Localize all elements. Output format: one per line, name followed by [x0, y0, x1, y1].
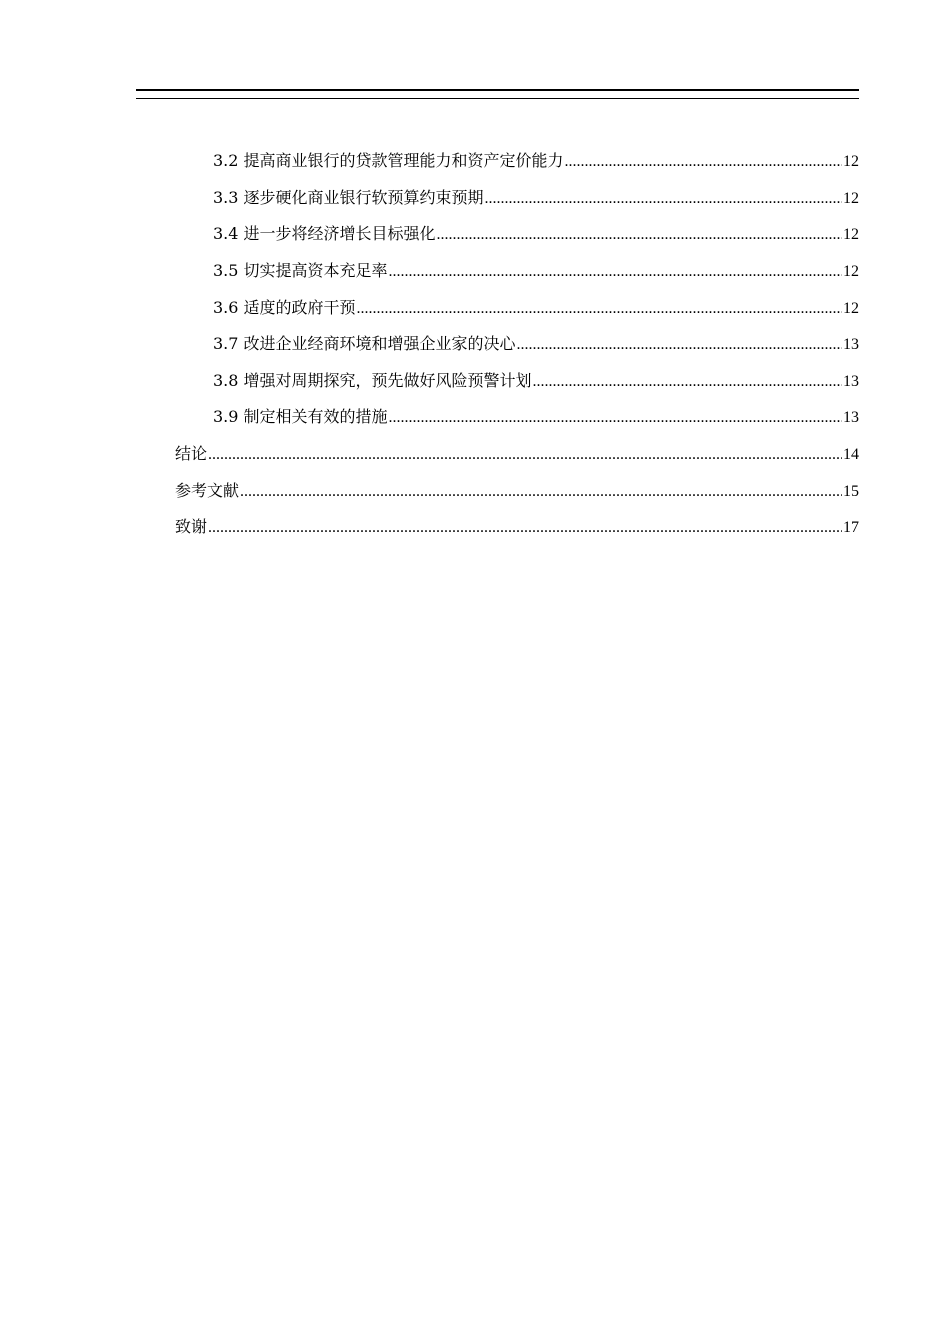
toc-entry[interactable]	[175, 515, 859, 539]
toc-leader-dots	[485, 187, 842, 211]
toc-leader-dots	[208, 516, 842, 540]
toc-leader-dots	[565, 150, 842, 174]
toc-entry-title: 致谢	[175, 517, 208, 536]
toc-entry-page: 15	[843, 483, 859, 500]
toc-leader-dots	[437, 223, 842, 247]
toc-entry-title: 3.6 适度的政府干预	[213, 298, 356, 317]
toc-entry[interactable]	[175, 479, 859, 503]
toc-entry[interactable]	[213, 149, 859, 173]
toc-entry-page: 17	[843, 519, 859, 536]
toc-entry-title: 参考文献	[175, 481, 240, 500]
toc-entry-page: 12	[843, 263, 859, 280]
toc-leader-dots	[389, 406, 842, 430]
toc-entry-page: 12	[843, 226, 859, 243]
toc-entry[interactable]	[175, 442, 859, 466]
toc-entry-title: 3.4 进一步将经济增长目标强化	[213, 224, 436, 243]
header-rule-thin	[136, 98, 859, 99]
toc-entry[interactable]	[213, 259, 859, 283]
toc-entry-title: 3.2 提高商业银行的贷款管理能力和资产定价能力	[213, 151, 564, 170]
toc-entry-page: 14	[843, 446, 859, 463]
toc-entry-title: 3.8 增强对周期探究，预先做好风险预警计划	[213, 371, 532, 390]
toc-leader-dots	[240, 480, 842, 504]
toc-leader-dots	[208, 443, 842, 467]
toc-entry-page: 13	[843, 373, 859, 390]
toc-entry-page: 13	[843, 336, 859, 353]
toc-leader-dots	[357, 297, 842, 321]
toc-entry-title: 结论	[175, 444, 208, 463]
toc-entry[interactable]	[213, 405, 859, 429]
toc-leader-dots	[389, 260, 842, 284]
toc-leader-dots	[533, 370, 842, 394]
toc-entry[interactable]	[213, 186, 859, 210]
toc-entry-title: 3.3 逐步硬化商业银行软预算约束预期	[213, 188, 484, 207]
toc-entry-page: 13	[843, 409, 859, 426]
toc-entry[interactable]	[213, 369, 859, 393]
toc-leader-dots	[517, 333, 842, 357]
toc-entry[interactable]	[213, 332, 859, 356]
toc-entry-page: 12	[843, 300, 859, 317]
toc-entry-page: 12	[843, 190, 859, 207]
toc-entry-title: 3.9 制定相关有效的措施	[213, 407, 388, 426]
toc-entry-page: 12	[843, 153, 859, 170]
toc-entry[interactable]	[213, 296, 859, 320]
toc-entry[interactable]	[213, 222, 859, 246]
toc-entry-title: 3.5 切实提高资本充足率	[213, 261, 388, 280]
toc-entry-title: 3.7 改进企业经商环境和增强企业家的决心	[213, 334, 516, 353]
header-rule-thick	[136, 89, 859, 91]
